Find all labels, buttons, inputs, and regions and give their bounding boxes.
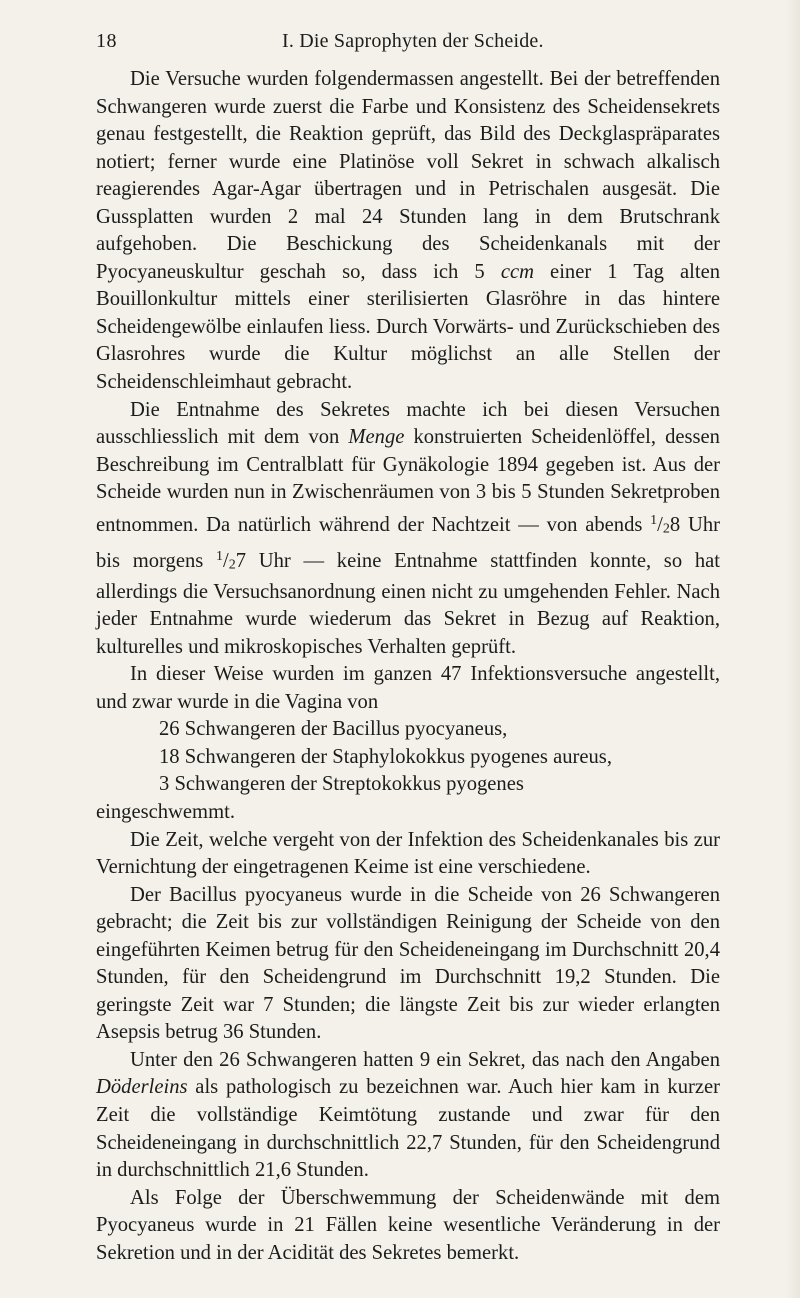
author-name-menge: Menge xyxy=(348,426,405,449)
paragraph-1-text-b: einer 1 Tag alten Bouillonkultur mittels einer sterilisierten Glasröhre in das hintere Scheidengewölbe einlaufen liess. Durch Vorwärts- und Zurückschieben des Glasrohres wurde die Kultur möglichst an alle Stellen der Scheidenschleimhaut gebracht. xyxy=(96,260,721,394)
paragraph-7-text-b: als pathologisch zu bezeichnen war. Auch hier kam in kurzer Zeit die vollständige Keimtötung zustande und zwar für den Scheideneingang in durchschnittlich 22,7 Stunden, für den Scheidengrund in durchschnittlich 21,6 Stunden. xyxy=(96,1076,720,1182)
running-head: I. Die Saprophyten der Scheide. xyxy=(282,30,544,52)
fraction-numerator: 1 xyxy=(650,512,658,528)
list-item: 3 Schwangeren der Streptokokkus pyogenes xyxy=(159,773,524,796)
paragraph-1-text-a: Die Versuche wurden folgendermassen angestellt. Bei der betreffenden Schwangeren wurde zuerst die Farbe und Konsistenz des Scheidensekrets genau festgestellt, die Reaktion geprüft, das Bild des Deckglaspräparates notiert; ferner wurde eine Platinöse voll Sekret in schwach alkalisch reagierendes Agar-Agar übertragen und in Petrischalen ausgesät. Die Gussplatten wurden 2 mal 24 Stunden lang in dem Brutschrank aufgehoben. Die Beschickung des Scheidenkanals mit der Pyocyaneuskultur geschah so, dass ich 5 xyxy=(96,68,720,283)
paragraph-6: Der Bacillus pyocyaneus wurde in die Scheide von 26 Schwangeren gebracht; die Zeit bis zur vollständigen Reinigung der Scheide von den eingeführten Keimen betrug für den Scheideneingang im Durchschnitt 20,4 Stunden, für den Scheidengrund im Durchschnitt 19,2 Stunden. Die geringste Zeit war 7 Stunden; die längste Zeit bis zur wieder erlangten Asepsis betrug 36 Stunden. xyxy=(96,883,720,1044)
paragraph-5: Die Zeit, welche vergeht von der Infektion des Scheidenkanales bis zur Vernichtung der eingetragenen Keime ist eine verschiedene. xyxy=(96,828,720,879)
paragraph-2-text-d: 7 Uhr — keine Entnahme stattfinden konnte, so hat allerdings die Versuchsanordnung einen nicht zu umgehenden Fehler. Nach jeder Entnahme wurde wiederum das Sekret in Bezug auf Reaktion, kulturelles und mikroskopisches Verhalten geprüft. xyxy=(96,549,720,658)
page-header xyxy=(96,30,720,58)
list-item: 18 Schwangeren der Staphylokokkus pyogenes aureus, xyxy=(159,745,612,768)
fraction-numerator: 1 xyxy=(216,548,223,564)
paragraph-7-text-a: Unter den 26 Schwangeren hatten 9 ein Sekret, das nach den Angaben xyxy=(130,1048,720,1071)
paragraph-2: Die Entnahme des Sekretes machte ich bei diesen Versuchen ausschliesslich mit dem von Menge konstruierten Scheidenlöffel, dessen Beschreibung im Centralblatt für Gynäkologie 1894 gegeben ist. Aus der Scheide wurden nun in Zwischenräumen von 3 bis 5 Stunden Sekretproben entnommen. Da natürlich während der Nachtzeit — von abends $^1$/28 Uhr bis morgens $^1$/27 Uhr — keine Entnahme stattfinden konnte, so hat allerdings die Versuchsanordnung einen nicht zu umgehenden Fehler. Nach jeder Entnahme wurde wiederum das Sekret in Bezug auf Reaktion, kulturelles und mikroskopisches Verhalten geprüft. xyxy=(96,398,720,658)
paragraph-8: Als Folge der Überschwemmung der Scheidenwände mit dem Pyocyaneus wurde in 21 Fällen keine wesentliche Veränderung in der Sekretion und in der Acidität des Sekretes bemerkt. xyxy=(96,1186,720,1264)
paragraph-3: In dieser Weise wurden im ganzen 47 Infektionsversuche angestellt, und zwar wurde in die Vagina von xyxy=(96,663,720,713)
paragraph-2-text-a: Die Entnahme des Sekretes machte ich bei diesen Versuchen ausschliesslich mit dem von xyxy=(96,398,720,449)
list-item: 26 Schwangeren der Bacillus pyocyaneus, xyxy=(159,718,508,741)
page-edge-shadow xyxy=(786,0,800,1298)
infection-list xyxy=(96,716,720,799)
unit-ccm: ccm xyxy=(500,260,534,283)
paragraph-7 xyxy=(96,1047,720,1185)
fraction-denominator: 2 xyxy=(662,521,670,537)
page-number: 18 xyxy=(96,30,117,52)
author-name-doederlein: Döderleins xyxy=(96,1076,188,1099)
fraction-denominator: 2 xyxy=(228,557,236,573)
paragraph-2-text-c: 8 Uhr bis morgens xyxy=(96,513,720,572)
paragraph-2-text-b: konstruierten Scheidenlöffel, dessen Beschreibung im Centralblatt für Gynäkologie 1894 gegeben ist. Aus der Scheide wurden nun in Zwischenräumen von 3 bis 5 Stunden Sekretproben entnommen. Da natürlich während der Nachtzeit — von abends xyxy=(96,426,720,536)
paragraph-1 xyxy=(96,66,720,397)
paragraph-4: eingeschwemmt. xyxy=(96,801,235,823)
body-text xyxy=(96,66,720,1267)
